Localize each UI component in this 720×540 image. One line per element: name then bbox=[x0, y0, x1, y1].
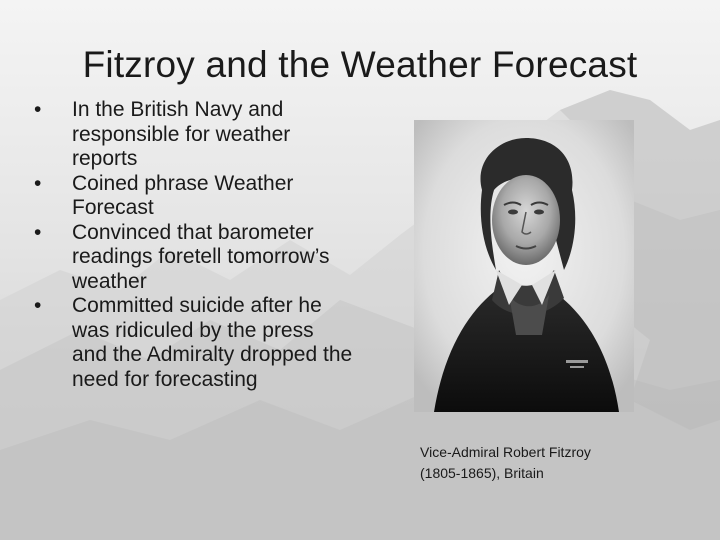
bullet-item bbox=[34, 294, 354, 392]
bullet-text: In the British Navy and responsible for weather reports bbox=[72, 98, 291, 170]
bullet-marker: • bbox=[34, 220, 42, 244]
caption-line-2: (1805-1865), Britain bbox=[420, 465, 544, 481]
slide-title: Fitzroy and the Weather Forecast bbox=[82, 44, 638, 85]
portrait-photo bbox=[414, 120, 634, 412]
bullet-item bbox=[34, 221, 354, 295]
bullet-text: Committed suicide after he was ridiculed by the press and the Admiralty dropped the need for forecasting bbox=[72, 294, 353, 391]
bullet-item bbox=[34, 172, 354, 221]
bullet-item bbox=[34, 98, 354, 172]
bullet-list bbox=[34, 98, 354, 392]
bullet-marker: • bbox=[34, 171, 42, 195]
photo-caption bbox=[420, 442, 680, 484]
portrait-illustration bbox=[414, 120, 634, 412]
bullet-text: Coined phrase Weather Forecast bbox=[72, 171, 294, 219]
bullet-marker: • bbox=[34, 294, 42, 317]
bullet-marker: • bbox=[34, 98, 42, 121]
caption-line-1: Vice-Admiral Robert Fitzroy bbox=[420, 444, 591, 460]
bullet-text: Convinced that barometer readings foretell tomorrow’s weather bbox=[72, 220, 330, 293]
